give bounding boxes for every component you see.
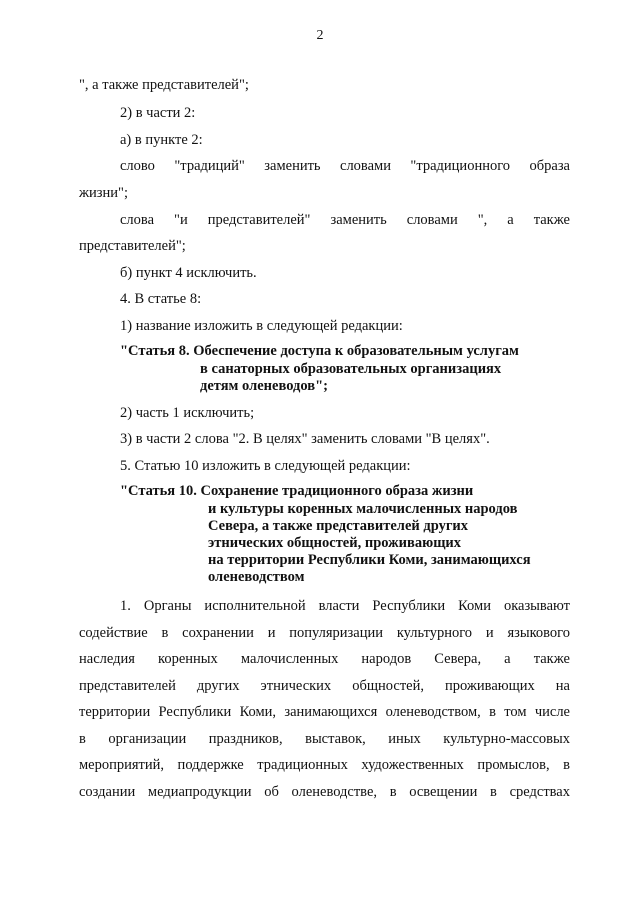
- article-8-heading-line: детям оленеводов";: [200, 378, 328, 394]
- text-line: 4. В статье 8:: [120, 291, 202, 307]
- text-line: 1) название изложить в следующей редакции:: [120, 318, 403, 334]
- text-line: представителей";: [79, 238, 186, 254]
- paragraph-line: представителей других этнических общностей, проживающих на: [79, 678, 570, 694]
- paragraph-line: в организации праздников, выставок, иных культурно-массовых: [79, 731, 570, 747]
- article-10-heading-line: на территории Республики Коми, занимающихся: [208, 552, 531, 568]
- text-line: 5. Статью 10 изложить в следующей редакции:: [120, 458, 411, 474]
- text-line: слова "и представителей" заменить словами ", а также: [120, 212, 570, 228]
- text-line: 3) в части 2 слова "2. В целях" заменить словами "В целях".: [120, 431, 490, 447]
- article-8-heading-line: в санаторных образовательных организациях: [200, 361, 502, 377]
- article-10-heading-line: "Статья 10. Сохранение традиционного образа жизни: [120, 483, 474, 499]
- article-10-heading-line: этнических общностей, проживающих: [208, 535, 462, 551]
- page-number: 2: [316, 28, 324, 43]
- text-line: а) в пункте 2:: [120, 132, 203, 148]
- article-10-heading-line: и культуры коренных малочисленных народов: [208, 501, 518, 517]
- text-line: жизни";: [79, 185, 128, 201]
- article-10-heading-line: Севера, а также представителей других: [208, 518, 469, 534]
- text-line: ", а также представителей";: [79, 77, 249, 93]
- paragraph-line: содействие в сохранении и популяризации культурного и языкового: [79, 625, 570, 641]
- text-line: 2) в части 2:: [120, 105, 196, 121]
- paragraph-line: наследия коренных малочисленных народов Севера, а также: [79, 651, 570, 667]
- text-line: слово "традиций" заменить словами "традиционного образа: [120, 158, 570, 174]
- paragraph-line: территории Республики Коми, занимающихся оленеводством, в том числе: [79, 704, 570, 720]
- paragraph-line: 1. Органы исполнительной власти Республики Коми оказывают: [120, 598, 570, 614]
- paragraph-line: создании медиапродукции об оленеводстве, в освещении в средствах: [79, 784, 570, 800]
- paragraph-line: мероприятий, поддержке традиционных художественных промыслов, в: [79, 757, 570, 773]
- text-line: 2) часть 1 исключить;: [120, 405, 255, 421]
- text-line: б) пункт 4 исключить.: [120, 265, 257, 281]
- article-8-heading-line: "Статья 8. Обеспечение доступа к образовательным услугам: [120, 343, 519, 359]
- article-10-heading-line: оленеводством: [208, 569, 305, 585]
